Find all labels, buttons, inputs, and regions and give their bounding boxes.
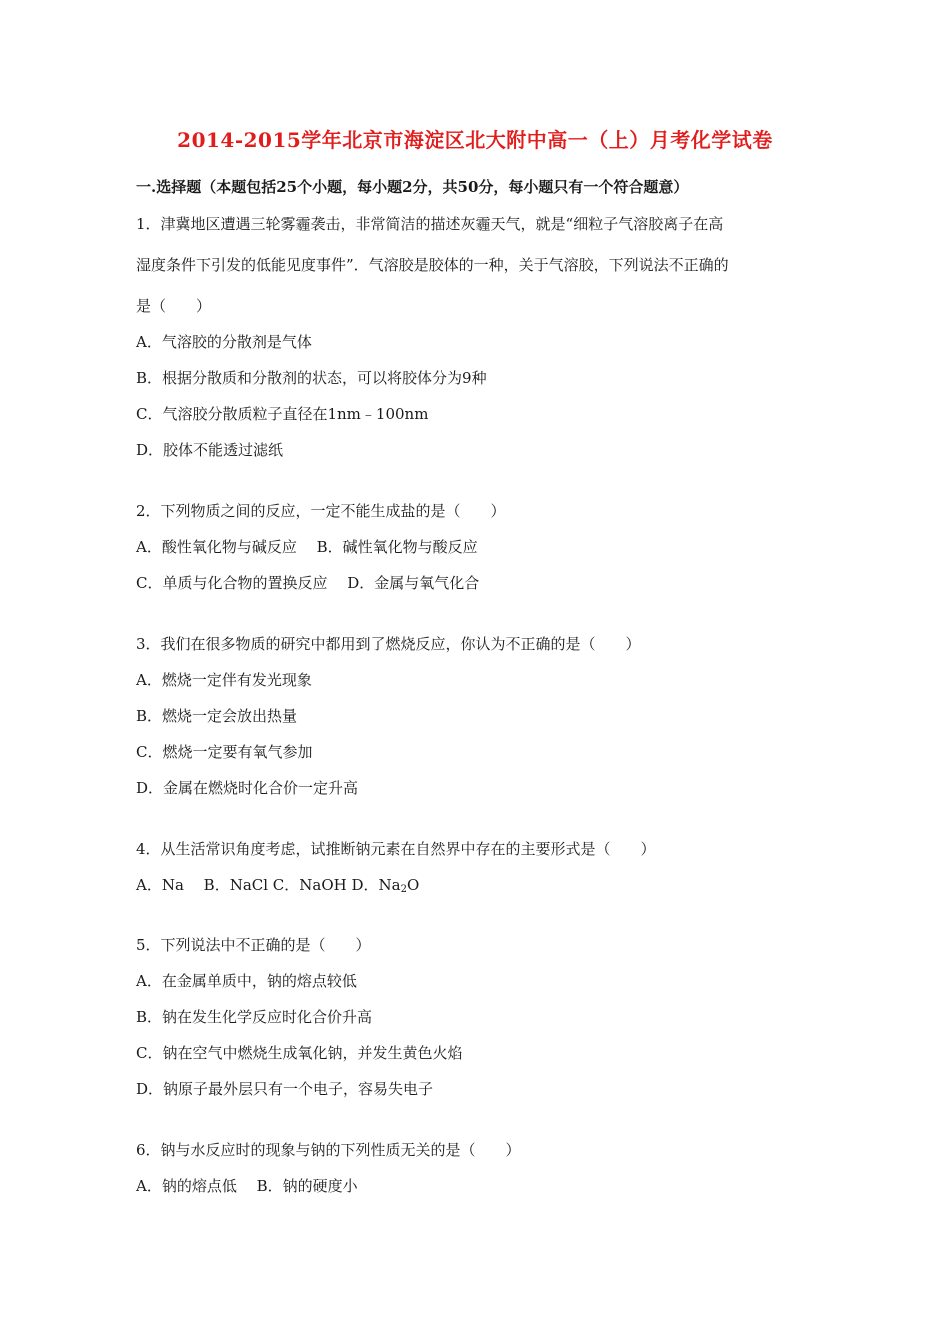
question-1-option-c: C．气溶胶分散质粒子直径在1nm﹣100nm [136, 405, 429, 423]
question-4-options [136, 874, 419, 895]
subscript: 2 [400, 884, 407, 895]
question-3-stem: 3．我们在很多物质的研究中都用到了燃烧反应，你认为不正确的是（ ） [136, 635, 641, 653]
question-2-options-cd: C．单质与化合物的置换反应 D．金属与氧气化合 [136, 574, 480, 592]
question-4-options-text: A．Na B．NaCl C．NaOH D．Na [136, 876, 401, 894]
question-3-option-d: D．金属在燃烧时化合价一定升高 [136, 779, 359, 797]
question-4-stem: 4．从生活常识角度考虑，试推断钠元素在自然界中存在的主要形式是（ ） [136, 840, 656, 858]
question-1-option-a: A．气溶胶的分散剂是气体 [136, 333, 312, 351]
question-4-options-suffix: O [406, 876, 420, 894]
question-1-stem-line-1: 1．津冀地区遭遇三轮雾霾袭击，非常简洁的描述灰霾天气，就是“细粒子气溶胶离子在高 [136, 215, 724, 233]
question-5-option-b: B．钠在发生化学反应时化合价升高 [136, 1008, 373, 1026]
question-6-options-ab: A．钠的熔点低 B．钠的硬度小 [136, 1177, 358, 1195]
question-5-option-d: D．钠原子最外层只有一个电子，容易失电子 [136, 1080, 434, 1098]
exam-title: 2014-2015学年北京市海淀区北大附中高一（上）月考化学试卷 [177, 128, 773, 152]
question-1-option-d: D．胶体不能透过滤纸 [136, 441, 284, 459]
question-5-stem: 5．下列说法中不正确的是（ ） [136, 936, 371, 954]
question-6-stem: 6．钠与水反应时的现象与钠的下列性质无关的是（ ） [136, 1141, 521, 1159]
question-2-stem: 2．下列物质之间的反应，一定不能生成盐的是（ ） [136, 502, 506, 520]
question-5-option-c: C．钠在空气中燃烧生成氧化钠，并发生黄色火焰 [136, 1044, 463, 1062]
question-3-option-c: C．燃烧一定要有氧气参加 [136, 743, 313, 761]
question-3-option-b: B．燃烧一定会放出热量 [136, 707, 298, 725]
question-1-option-b: B．根据分散质和分散剂的状态，可以将胶体分为9种 [136, 369, 487, 387]
question-2-options-ab: A．酸性氧化物与碱反应 B．碱性氧化物与酸反应 [136, 538, 478, 556]
question-5-option-a: A．在金属单质中，钠的熔点较低 [136, 972, 357, 990]
question-1-stem-line-2: 湿度条件下引发的低能见度事件”．气溶胶是胶体的一种，关于气溶胶，下列说法不正确的 [136, 256, 729, 274]
section-header: 一.选择题（本题包括25个小题，每小题2分，共50分，每小题只有一个符合题意） [136, 178, 689, 196]
question-1-stem-line-3: 是（ ） [136, 297, 212, 315]
question-3-option-a: A．燃烧一定伴有发光现象 [136, 671, 312, 689]
